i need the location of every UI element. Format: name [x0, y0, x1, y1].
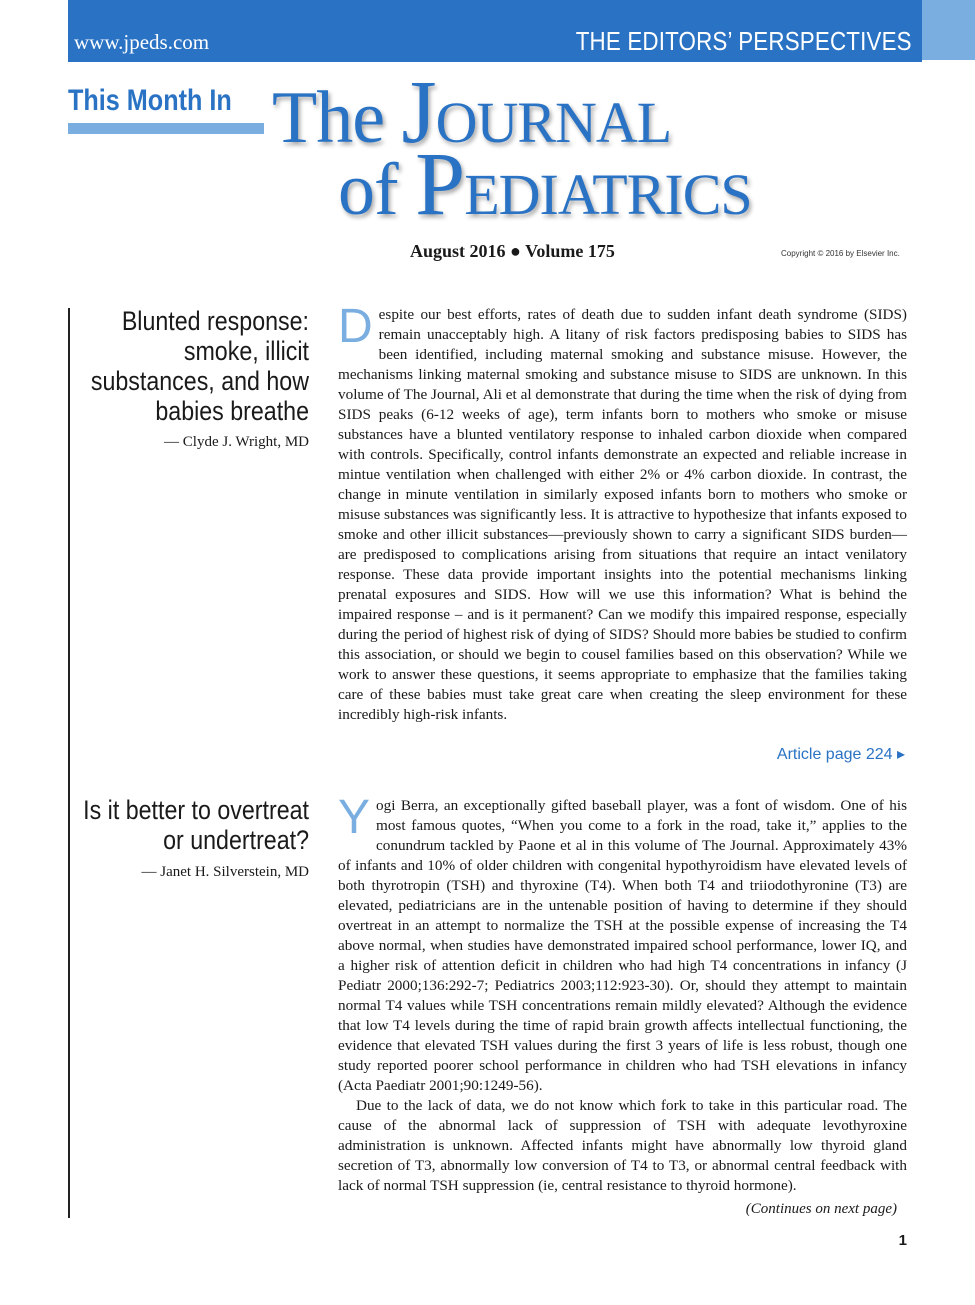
masthead-ournal: OURNAL — [435, 90, 672, 155]
article-2-text-2: Due to the lack of data, we do not know which fork to take in this particular road. The cause of the abnormal lack of suppression of TSH with adequate levothyroxine administration is unknown. Affected infants might have abnormally low thyroid gland secretion of T3, abnormally low conversion of T4 to T3, or abnormal central feedback with lack of normal TSH suppression (ie, central resistance to thyroid hormone). — [338, 1097, 907, 1194]
journal-url[interactable]: www.jpeds.com — [74, 30, 210, 54]
section-title: THE EDITORS’ PERSPECTIVES — [575, 26, 912, 56]
article-2-drop-cap: Y — [338, 791, 371, 844]
page-number: 1 — [898, 1232, 907, 1249]
masthead-ediatrics: EDIATRICS — [464, 162, 752, 227]
side-tab — [922, 0, 975, 60]
this-month-in-label: This Month In — [68, 84, 232, 117]
article-1-title: Blunted response: smoke, illicit substances, and how babies breathe — [90, 306, 309, 426]
masthead-the: The — [272, 77, 385, 159]
article-2-author: — Janet H. Silverstein, MD — [141, 864, 309, 880]
article-1-text: espite our best efforts, rates of death due to sudden infant death syndrome (SIDS) remain unacceptably high. A litany of risk factors predisposing babies to SIDS has been identified, including maternal smoking and substance misuse. However, the mechanisms linking maternal smoking and substance misuse to SIDS are unknown. In this volume of The Journal, Ali et al demonstrate that during the time when the risk of dying from SIDS peaks (6-12 weeks of age), term infants born to mothers who smoke or misuse substances have a blunted ventilatory response to inhaled carbon dioxide when compared with controls. Specifically, control infants demonstrate an expected and reliable increase in mintue ventilation when challenged with either 2% or 4% carbon dioxide. In contrast, the change in minute ventilation in similarly exposed infants born to mothers who smoke or misuse substances was significantly less. It is attractive to hypothesize that infants exposed to smoke and other illicit substances—previously shown to carry a significant SIDS burden—are predisposed to complications arising from situations that require an intact venilatory response. These data provide important insights into the potential mechanisms linking prenatal exposures and SIDS. How will we use this information? What is behind the impaired response – and is it permanent? Can we modify this impaired response, especially during the period of highest risk of dying of SIDS? Should more babies be studied to confirm this association, or should we begin to cousel families based on this observation? While we work to answer these questions, it seems appropriate to emphasize that the families taking care of these babies must take great care when creating the sleep environment for these incredibly high-risk infants. — [338, 306, 907, 723]
article-2-body — [338, 791, 907, 1196]
this-month-in-underline — [68, 123, 264, 134]
article-1-body — [338, 300, 907, 725]
copyright: Copyright © 2016 by Elsevier Inc. — [781, 249, 900, 258]
header-bar — [68, 0, 922, 62]
continued-note: (Continues on next page) — [745, 1201, 897, 1217]
article-1-link[interactable]: Article page 224 ▸ — [776, 746, 905, 763]
article-1-drop-cap: D — [338, 300, 373, 353]
article-2-text: ogi Berra, an exceptionally gifted baseball player, was a font of wisdom. One of his most famous quotes, “When you come to a fork in the road, take it,” applies to the conundrum tackled by Paone et al in this volume of The Journal. Approximately 43% of infants and 10% of older children with congenital hypothyroidism have elevated levels of both thyrotropin (TSH) and thyroxine (T4). When both T4 and triiodothyronine (T3) are elevated, pediatricians are in the untenable position of having to determine if they should overtreat in an attempt to normalize the TSH at the possible expense of increasing the T4 above normal, when studies have demonstrated impaired school performance, lower IQ, and a higher risk of attention deficit in children who had high T4 concentrations in infancy (J Pediatr 2000;136:292-7; Pediatrics 2003;112:923-30). Or, should they attempt to maintain normal T4 values while TSH concentrations remain mildly elevated? Although the evidence that low T4 levels during the time of rapid brain growth affects intellectual functioning, the evidence that elevated TSH values during the first 3 years of life is less robust, though one study reported poorer school performance in children who had TSH elevations in infancy (Acta Paediatr 2001;90:1249-56). — [338, 797, 907, 1094]
left-rule — [68, 308, 70, 1218]
masthead-p: P — [415, 135, 465, 234]
issue-info: August 2016 ● Volume 175 — [410, 241, 615, 261]
masthead-of: of — [338, 149, 398, 231]
article-2-title: Is it better to overtreat or undertreat? — [83, 795, 309, 855]
article-1-author: — Clyde J. Wright, MD — [164, 434, 309, 450]
masthead-j: J — [401, 63, 436, 162]
masthead-line-2 — [338, 135, 752, 234]
